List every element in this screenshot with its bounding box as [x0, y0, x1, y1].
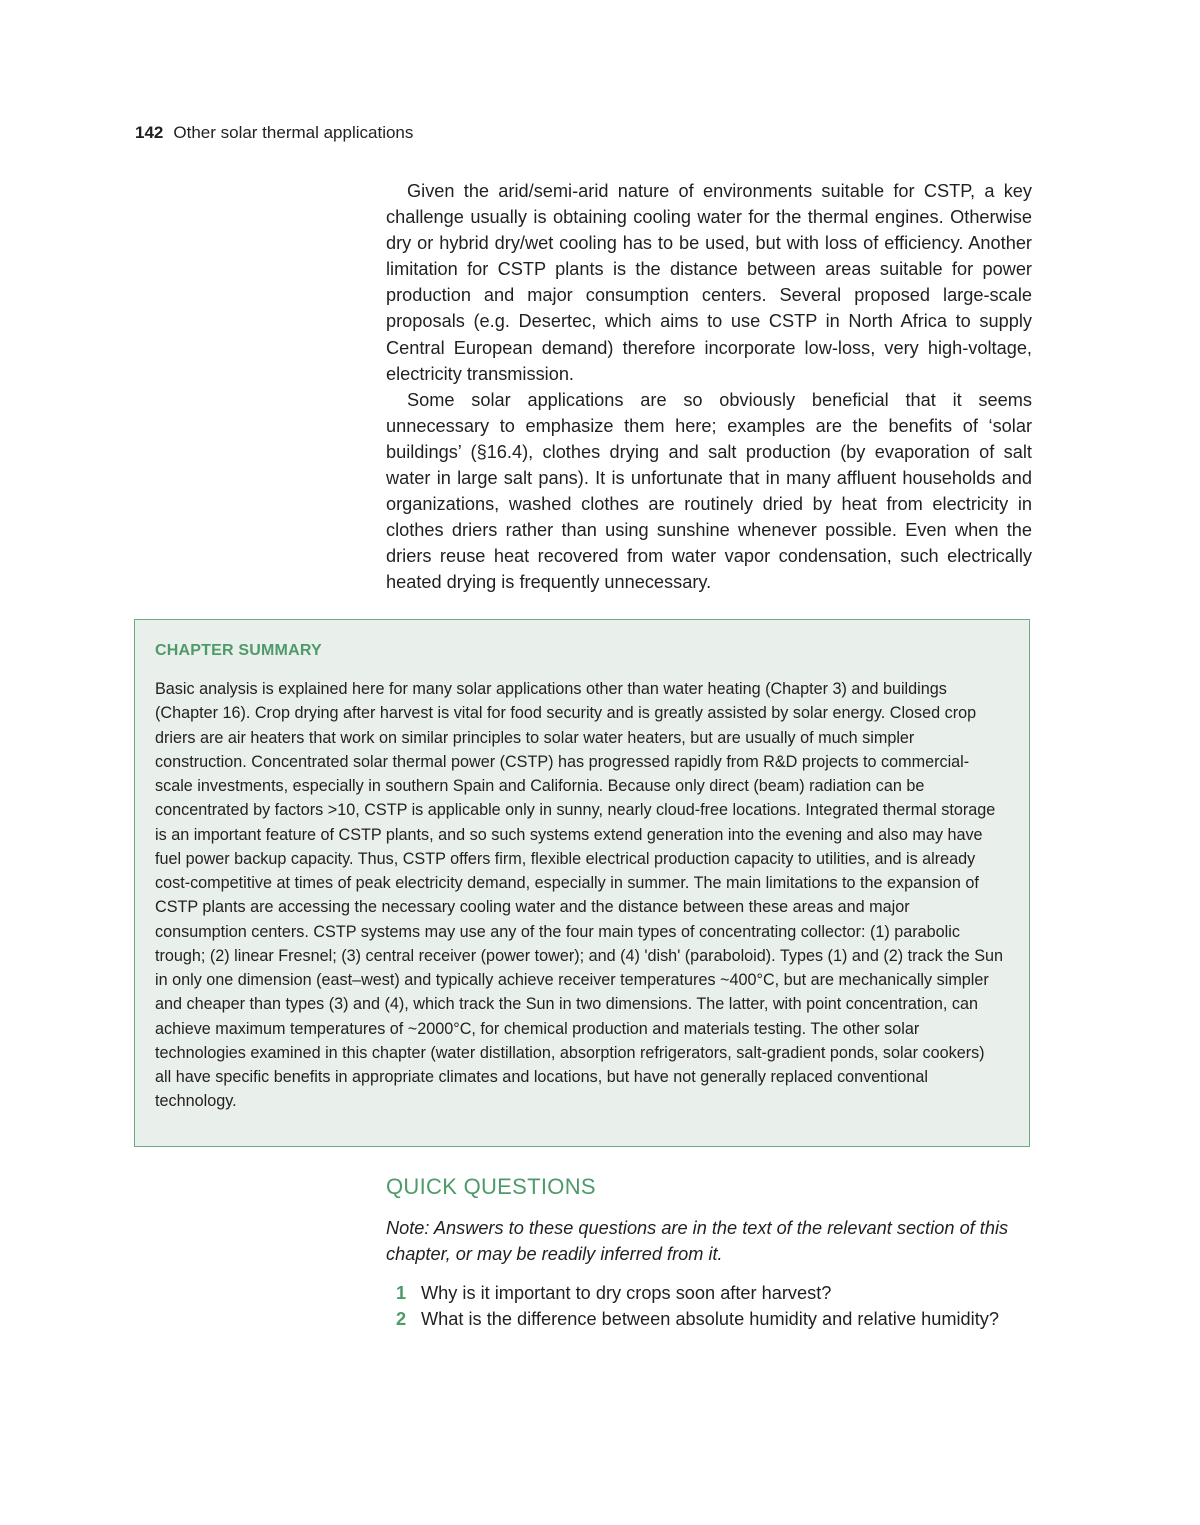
question-item	[386, 1306, 1032, 1332]
running-title: Other solar thermal applications	[173, 123, 414, 142]
question-text: What is the difference between absolute humidity and relative humidity?	[421, 1309, 999, 1329]
page-number: 142	[135, 123, 164, 142]
quick-questions-list	[386, 1280, 1032, 1332]
question-number: 1	[396, 1283, 407, 1303]
quick-questions-note: Note: Answers to these questions are in the text of the relevant section of this chapter, or may be readily inferred from it.	[386, 1218, 1009, 1264]
quick-questions-heading: QUICK QUESTIONS	[386, 1174, 596, 1199]
body-paragraph: Some solar applications are so obviously beneficial that it seems unnecessary to emphasize them here; examples are the benefits of ‘solar buildings’ (§16.4), clothes drying and salt production (by evaporation of salt water in large salt pans). It is unfortunate that in many affluent households and organizations, washed clothes are routinely dried by heat from electricity in clothes driers rather than using sunshine whenever possible. Even when the driers reuse heat recovered from water vapor condensation, such electrically heated drying is frequently unnecessary.	[386, 389, 1032, 593]
question-number: 2	[396, 1309, 407, 1329]
chapter-summary-title: CHAPTER SUMMARY	[155, 642, 322, 659]
running-head	[135, 121, 413, 145]
chapter-summary-text: Basic analysis is explained here for many solar applications other than water heating (Chapter 3) and buildings (Chapter 16). Crop drying after harvest is vital for food security and is greatly assisted by solar energy. Closed crop driers are air heaters that work on similar principles to solar water heaters, but are usually of much simpler construction. Concentrated solar thermal power (CSTP) has progressed rapidly from R&D projects to commercial-scale investments, especially in southern Spain and California. Because only direct (beam) radiation can be concentrated by factors >10, CSTP is applicable only in sunny, nearly cloud-free locations. Integrated thermal storage is an important feature of CSTP plants, and so such systems extend generation into the evening and also may have fuel power backup capacity. Thus, CSTP offers firm, flexible electrical production capacity to utilities, and is already cost-competitive at times of peak electricity demand, especially in summer. The main limitations to the expansion of CSTP plants are accessing the necessary cooling water and the distance between these areas and major consumption centers. CSTP systems may use any of the four main types of concentrating collector: (1) parabolic trough; (2) linear Fresnel; (3) central receiver (power tower); and (4) 'dish' (paraboloid). Types (1) and (2) track the Sun in only one dimension (east–west) and typically achieve receiver temperatures ~400°C, but are mechanically simpler and cheaper than types (3) and (4), which track the Sun in two dimensions. The latter, with point concentration, can achieve maximum temperatures of ~2000°C, for chemical production and materials testing. The other solar technologies examined in this chapter (water distillation, absorption refrigerators, salt-gradient ponds, solar cookers) all have specific benefits in appropriate climates and locations, but have not generally replaced conventional technology.	[155, 680, 1003, 1111]
body-text	[386, 178, 1032, 596]
question-text: Why is it important to dry crops soon after harvest?	[421, 1283, 832, 1303]
chapter-summary-box	[134, 619, 1030, 1147]
question-item	[386, 1280, 1032, 1306]
body-paragraph: Given the arid/semi-arid nature of environments suitable for CSTP, a key challenge usually is obtaining cooling water for the thermal engines. Otherwise dry or hybrid dry/wet cooling has to be used, but with loss of efficiency. Another limitation for CSTP plants is the distance between areas suitable for power production and major consumption centers. Several proposed large-scale proposals (e.g. Desertec, which aims to use CSTP in North Africa to supply Central European demand) therefore incorporate low-loss, very high-voltage, electricity transmission.	[386, 181, 1032, 384]
